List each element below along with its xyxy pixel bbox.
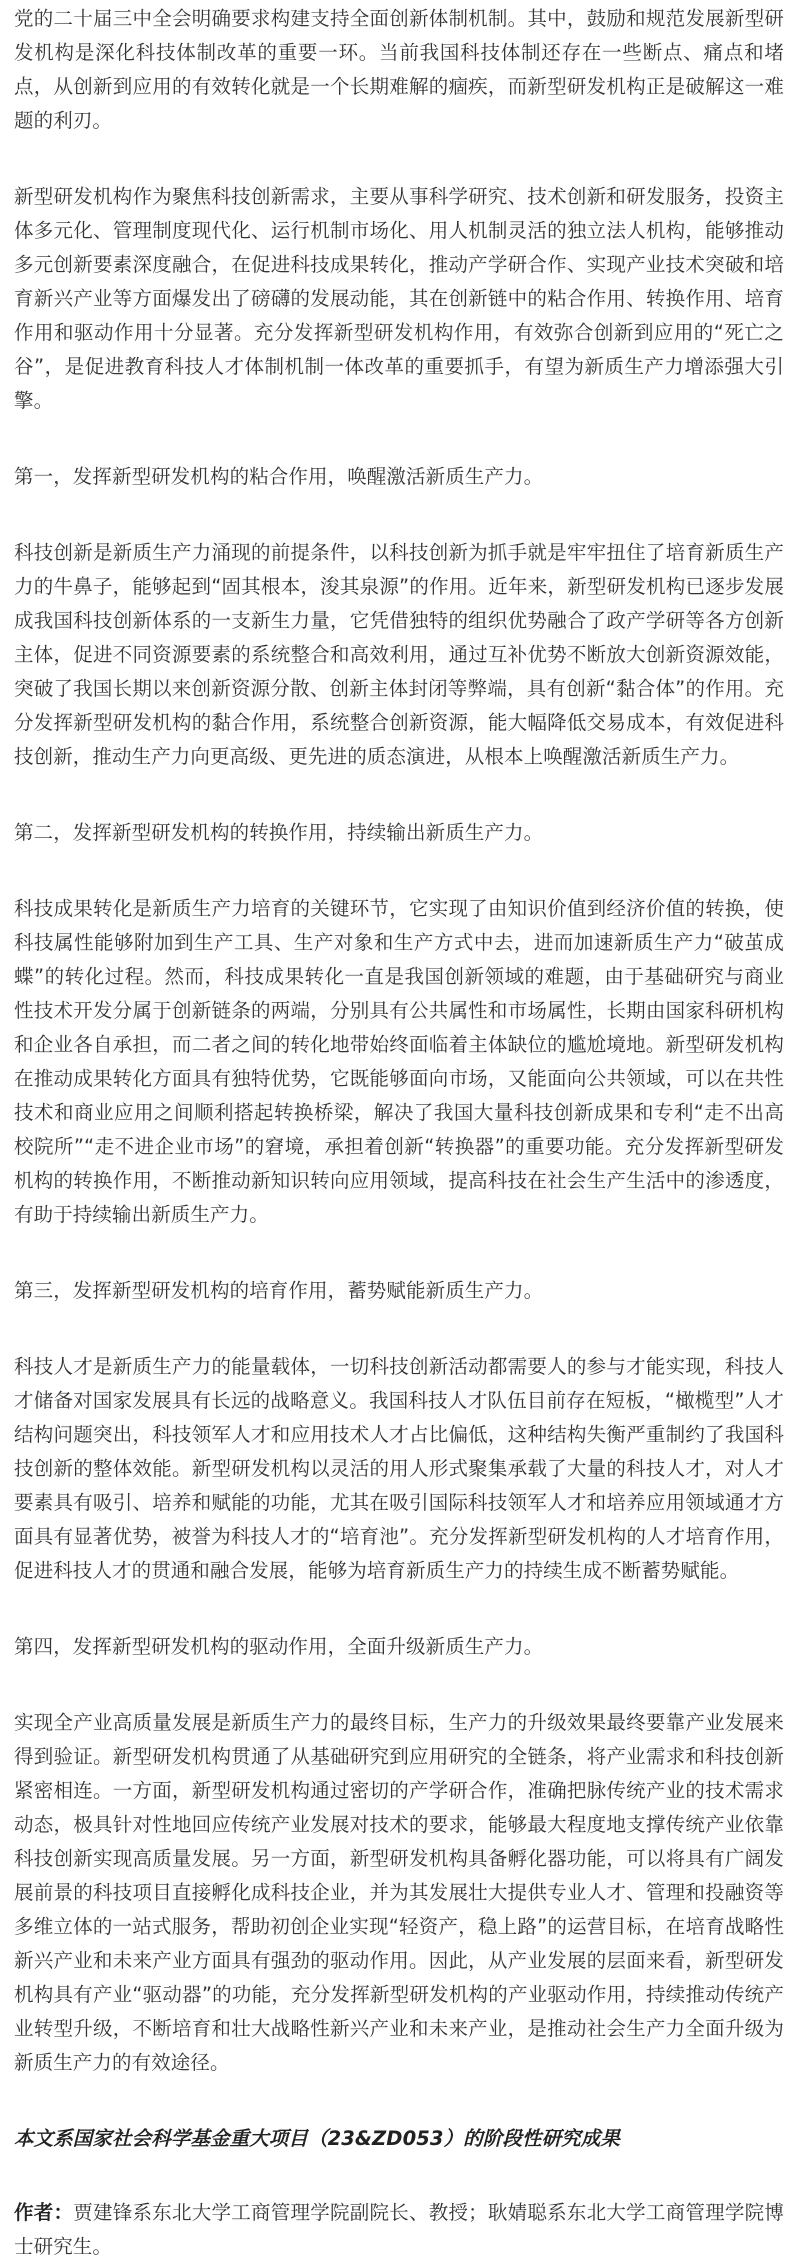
- author-text: 贾建锋系东北大学工商管理学院副院长、教授；耿婧聪系东北大学工商管理学院博士研究生。: [14, 2201, 784, 2258]
- paragraph-intro: 党的二十届三中全会明确要求构建支持全面创新体制机制。其中，鼓励和规范发展新型研发机构是深化科技体制改革的重要一环。当前我国科技体制还存在一些断点、痛点和堵点，从创新到应用的有效转化就是一个长期难解的痼疾，而新型研发机构正是破解这一难题的利刃。: [14, 7, 784, 132]
- paragraph-second: 科技成果转化是新质生产力培育的关键环节，它实现了由知识价值到经济价值的转换，使科技属性能够附加到生产工具、生产对象和生产方式中去，进而加速新质生产力“破茧成蝶”的转化过程。然而，科技成果转化一直是我国创新领域的难题，由于基础研究与商业性技术开发分属于创新链条的两端，分别具有公共属性和市场属性，长期由国家科研机构和企业各自承担，而二者之间的转化地带始终面临着主体缺位的尴尬境地。新型研发机构在推动成果转化方面具有独特优势，它既能够面向市场，又能面向公共领域，可以在共性技术和商业应用之间顺利搭起转换桥梁，解决了我国大量科技创新成果和专利“走不出高校院所”“走不进企业市场”的窘境，承担着创新“转换器”的重要功能。充分发挥新型研发机构的转换作用，不断推动新知识转向应用领域，提高科技在社会生产生活中的渗透度，有助于持续输出新质生产力。: [14, 897, 784, 1226]
- paragraph-overview: 新型研发机构作为聚焦科技创新需求，主要从事科学研究、技术创新和研发服务，投资主体多元化、管理制度现代化、运行机制市场化、用人机制灵活的独立法人机构，能够推动多元创新要素深度融合，在促进科技成果转化，推动产学研合作、实现产业技术突破和培育新兴产业等方面爆发出了磅礴的发展动能，其在创新链中的粘合作用、转换作用、培育作用和驱动作用十分显著。充分发挥新型研发机构作用，有效弥合创新到应用的“死亡之谷”，是促进教育科技人才体制机制一体改革的重要抓手，有望为新质生产力增添强大引擎。: [14, 185, 784, 412]
- paragraph-fourth: 实现全产业高质量发展是新质生产力的最终目标，生产力的升级效果最终要靠产业发展来得到验证。新型研发机构贯通了从基础研究到应用研究的全链条，将产业需求和科技创新紧密相连。一方面，新型研发机构通过密切的产学研合作，准确把脉传统产业的技术需求动态，极具针对性地回应传统产业发展对技术的要求，能够最大程度地支撑传统产业依靠科技创新实现高质量发展。另一方面，新型研发机构具备孵化器功能，可以将具有广阔发展前景的科技项目直接孵化成科技企业，并为其发展壮大提供专业人才、管理和投融资等多维立体的一站式服务，帮助初创企业实现“轻资产，稳上路”的运营目标，在培育战略性新兴产业和未来产业方面具有强劲的驱动作用。因此，从产业发展的层面来看，新型研发机构具有产业“驱动器”的功能，充分发挥新型研发机构的产业驱动作用，持续推动传统产业转型升级，不断培育和壮大战略性新兴产业和未来产业，是推动社会生产力全面升级为新质生产力的有效途径。: [14, 1711, 784, 2074]
- funding-note: 本文系国家社会科学基金重大项目（23&ZD053）的阶段性研究成果: [14, 2127, 620, 2150]
- section-heading-third: 第三，发挥新型研发机构的培育作用，蓄势赋能新质生产力。: [14, 1279, 544, 1302]
- paragraph-first: 科技创新是新质生产力涌现的前提条件，以科技创新为抓手就是牢牢扭住了培育新质生产力的牛鼻子，能够起到“固其根本，浚其泉源”的作用。近年来，新型研发机构已逐步发展成我国科技创新体系的一支新生力量，它凭借独特的组织优势融合了政产学研等各方创新主体，促进不同资源要素的系统整合和高效利用，通过互补优势不断放大创新资源效能，突破了我国长期以来创新资源分散、创新主体封闭等弊端，具有创新“黏合体”的作用。充分发挥新型研发机构的黏合作用，系统整合创新资源，能大幅降低交易成本，有效促进科技创新，推动生产力向更高级、更先进的质态演进，从根本上唤醒激活新质生产力。: [14, 541, 784, 768]
- author-label: 作者：: [14, 2201, 74, 2224]
- author-info: [14, 2196, 784, 2264]
- paragraph-third: 科技人才是新质生产力的能量载体，一切科技创新活动都需要人的参与才能实现，科技人才储备对国家发展具有长远的战略意义。我国科技人才队伍目前存在短板，“橄榄型”人才结构问题突出，科技领军人才和应用技术人才占比偏低，这种结构失衡严重制约了我国科技创新的整体效能。新型研发机构以灵活的用人形式聚集承载了大量的科技人才，对人才要素具有吸引、培养和赋能的功能，尤其在吸引国际科技领军人才和培养应用领域通才方面具有显著优势，被誉为科技人才的“培育池”。充分发挥新型研发机构的人才培育作用，促进科技人才的贯通和融合发展，能够为培育新质生产力的持续生成不断蓄势赋能。: [14, 1355, 784, 1582]
- section-heading-second: 第二，发挥新型研发机构的转换作用，持续输出新质生产力。: [14, 821, 544, 844]
- section-heading-fourth: 第四，发挥新型研发机构的驱动作用，全面升级新质生产力。: [14, 1635, 544, 1658]
- section-heading-first: 第一，发挥新型研发机构的粘合作用，唤醒激活新质生产力。: [14, 465, 544, 488]
